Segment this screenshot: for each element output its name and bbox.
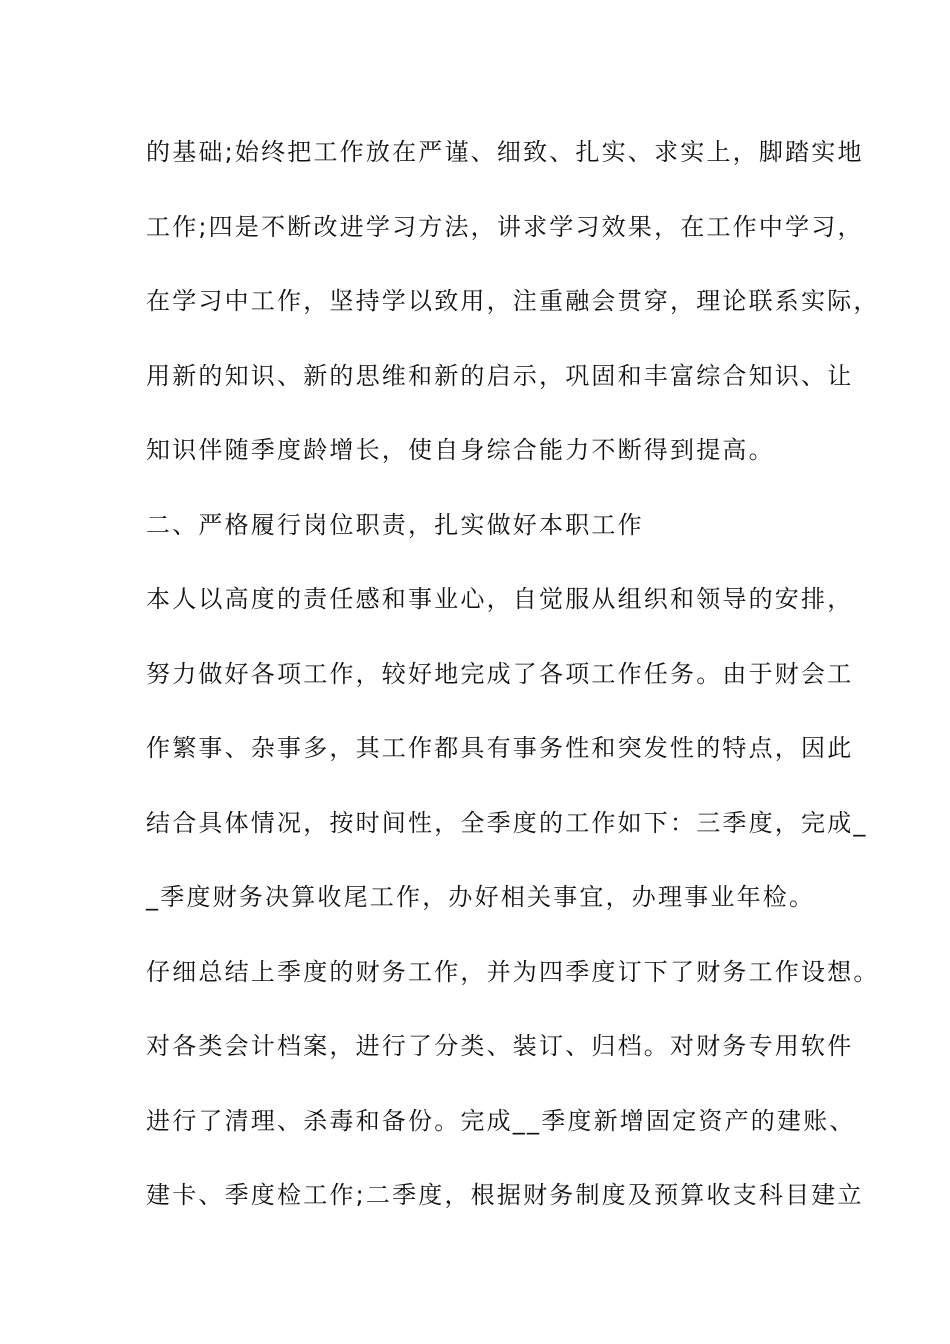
text-line: _季度财务决算收尾工作，办好相关事宜，办理事业年检。 [146, 883, 816, 911]
text-line: 作繁事、杂事多，其工作都具有事务性和突发性的特点，因此 [146, 734, 854, 762]
text-line: 知识伴随季度龄增长，使自身综合能力不断得到提高。 [146, 436, 775, 464]
section-heading: 二、严格履行岗位职责，扎实做好本职工作 [146, 510, 644, 539]
text-line: 对各类会计档案，进行了分类、装订、归档。对财务专用软件 [146, 1032, 854, 1060]
text-line: 进行了清理、杀毒和备份。完成__季度新增固定资产的建账、 [146, 1106, 856, 1135]
text-line: 建卡、季度检工作;二季度，根据财务制度及预算收支科目建立 [146, 1181, 864, 1209]
text-line: 本人以高度的责任感和事业心，自觉服从组织和领导的安排， [146, 585, 854, 613]
text-line: 的基础;始终把工作放在严谨、细致、扎实、求实上，脚踏实地 [146, 138, 864, 166]
text-line: 工作;四是不断改进学习方法，讲求学习效果，在工作中学习， [146, 212, 864, 241]
text-line: 结合具体情况，按时间性，全季度的工作如下：三季度，完成_ [146, 808, 868, 837]
text-line: 在学习中工作，坚持学以致用，注重融会贯穿，理论联系实际， [146, 287, 880, 315]
text-line: 用新的知识、新的思维和新的启示，巩固和丰富综合知识、让 [146, 361, 854, 390]
text-line: 仔细总结上季度的财务工作，并为四季度订下了财务工作设想。 [146, 957, 880, 986]
text-line: 努力做好各项工作，较好地完成了各项工作任务。由于财会工 [146, 659, 854, 688]
body-text [146, 132, 880, 1250]
